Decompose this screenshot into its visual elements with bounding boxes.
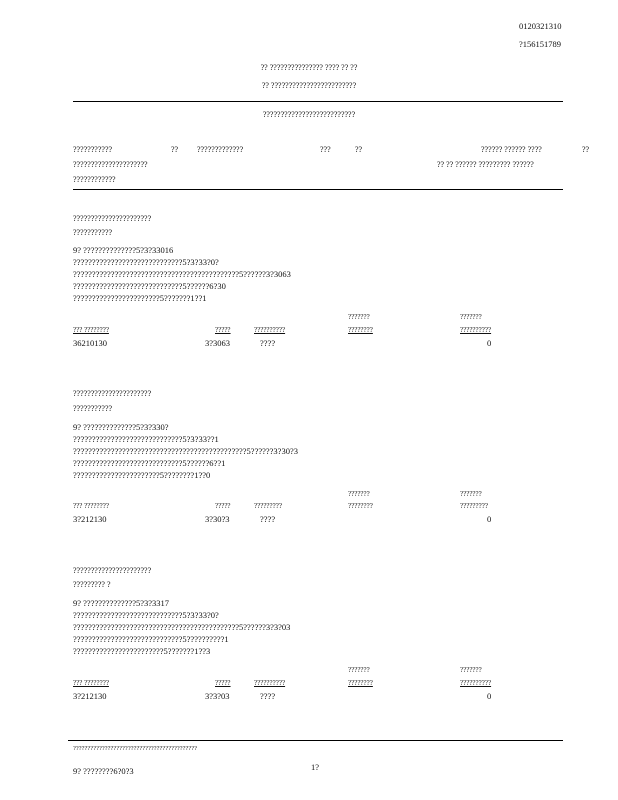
info-row3-left: ???????????? — [73, 175, 116, 184]
value-4: 0 — [487, 691, 492, 701]
entry-line-4: ?????????????????????????????5??????????1 — [73, 634, 229, 644]
entry-sub: ????????? ? — [73, 580, 111, 589]
col-label-1: ??? ???????? — [73, 326, 109, 334]
info-label-3: ????????????? — [197, 145, 244, 154]
footer-left: 9? ????????6?0?3 — [73, 766, 134, 776]
entry-heading: ?????????????????????? — [73, 566, 152, 575]
col-label-2: ????? — [215, 502, 231, 510]
entry-line-3: ????????????????????????????????????????????5??????3?3?03 — [73, 622, 291, 632]
section-heading: ?????????????????????????? — [262, 110, 356, 119]
value-2: 3?3063 — [205, 338, 231, 348]
value-3: ???? — [260, 338, 276, 348]
title-line1: ?? ??????????????? ???? ?? ?? — [260, 63, 358, 72]
entry-line-1: 9? ??????????????5?3?330? — [73, 422, 169, 432]
entry-line-3: ??????????????????????????????????????????????5??????3?30?3 — [73, 446, 298, 456]
entry-line-1: 9? ??????????????5?3?33016 — [73, 245, 174, 255]
value-3: ???? — [260, 514, 276, 524]
col-head-1b: ???????? — [348, 679, 373, 687]
footer-note: ??????????????????????????????????????????? — [73, 745, 198, 752]
info-label-6: ?????? ?????? ???? — [481, 145, 542, 154]
entry-line-2: ?????????????????????????????5?3?33?0? — [73, 257, 219, 267]
entry-line-1: 9? ??????????????5?3?3317 — [73, 598, 170, 608]
col-label-3: ?????????? — [254, 679, 286, 687]
col-label-3: ????????? — [254, 502, 282, 510]
info-row2-left: ????????????????????? — [73, 160, 148, 169]
value-2: 3?3?03 — [205, 691, 230, 701]
col-label-1: ??? ???????? — [73, 502, 109, 510]
value-1: 36210130 — [73, 338, 107, 348]
entry-line-2: ?????????????????????????????5?3?33?0? — [73, 610, 219, 620]
value-2: 3?30?3 — [205, 514, 230, 524]
col-head-2b: ????????? — [460, 502, 488, 510]
col-label-1: ??? ???????? — [73, 679, 109, 687]
info-label-2: ?? — [171, 145, 179, 154]
value-3: ???? — [260, 691, 276, 701]
col-head-1a: ??????? — [348, 490, 370, 498]
value-1: 3?212130 — [73, 691, 107, 701]
value-4: 0 — [487, 514, 492, 524]
value-1: 3?212130 — [73, 514, 107, 524]
col-head-1b: ???????? — [348, 326, 373, 334]
rule-footer — [68, 740, 563, 741]
col-label-2: ????? — [215, 679, 231, 687]
page-number: 1? — [311, 762, 320, 772]
info-row2-right: ?? ?? ?????? ????????? ?????? — [437, 160, 534, 169]
entry-sub: ??????????? — [73, 404, 113, 413]
entry-line-3: ????????????????????????????????????????????5??????3?3063 — [73, 269, 291, 279]
entry-line-4: ?????????????????????????????5??????6?30 — [73, 281, 226, 291]
entry-heading: ?????????????????????? — [73, 214, 152, 223]
doc-id-line1: 0120321310 — [519, 21, 562, 31]
entry-line-5: ????????????????????????5???????1??3 — [73, 646, 211, 656]
info-label-4: ??? — [320, 145, 331, 154]
col-head-1a: ??????? — [348, 313, 370, 321]
title-line2: ?? ???????????????????????? — [261, 81, 357, 90]
value-4: 0 — [487, 338, 492, 348]
entry-line-5: ???????????????????????5???????1??1 — [73, 293, 207, 303]
col-head-2b: ?????????? — [460, 326, 492, 334]
col-label-2: ????? — [215, 326, 231, 334]
col-head-2a: ??????? — [460, 666, 482, 674]
doc-id-line2: ?156151789 — [519, 39, 562, 49]
info-label-7: ?? — [582, 145, 590, 154]
info-label-1: ??????????? — [73, 145, 113, 154]
entry-heading: ?????????????????????? — [73, 389, 152, 398]
col-head-2b: ?????????? — [460, 679, 492, 687]
rule-info — [73, 189, 563, 190]
col-label-3: ?????????? — [254, 326, 286, 334]
entry-line-5: ???????????????????????5????????1??0 — [73, 470, 211, 480]
info-label-5: ?? — [355, 145, 363, 154]
col-head-2a: ??????? — [460, 313, 482, 321]
col-head-1a: ??????? — [348, 666, 370, 674]
entry-sub: ??????????? — [73, 228, 113, 237]
col-head-1b: ???????? — [348, 502, 373, 510]
rule-top — [73, 101, 563, 102]
col-head-2a: ??????? — [460, 490, 482, 498]
entry-line-4: ?????????????????????????????5??????6??1 — [73, 458, 226, 468]
entry-line-2: ?????????????????????????????5?3?33??1 — [73, 434, 219, 444]
